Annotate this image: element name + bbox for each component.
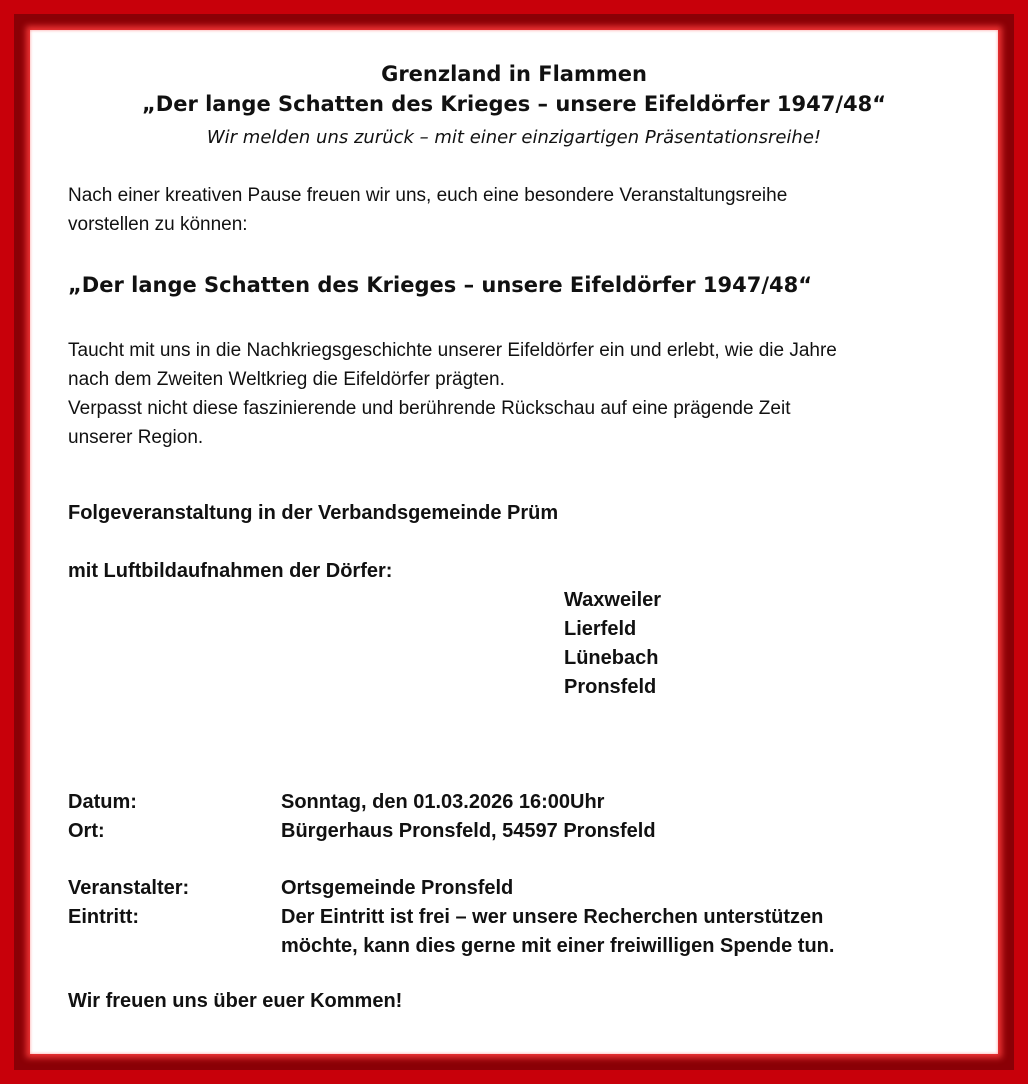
entry-label: Eintritt:: [68, 906, 140, 928]
description-line-4: unserer Region.: [68, 427, 204, 448]
village-item: Lünebach: [564, 647, 659, 669]
intro-line-2: vorstellen zu können:: [68, 214, 248, 235]
description-paragraph: [68, 336, 968, 452]
organizer-label: Veranstalter:: [68, 877, 190, 899]
entry-value-line-1: Der Eintritt ist frei – wer unsere Recherchen unterstützen: [281, 906, 824, 928]
organizer-value: Ortsgemeinde Pronsfeld: [281, 877, 514, 899]
intro-line-1: Nach einer kreativen Pause freuen wir uns, euch eine besondere Veranstaltungsreihe: [68, 185, 788, 206]
closing-line: Wir freuen uns über euer Kommen!: [68, 990, 403, 1012]
entry-value-line-2: möchte, kann dies gerne mit einer freiwilligen Spende tun.: [281, 935, 835, 957]
flyer-paper: [30, 30, 998, 1054]
date-value: Sonntag, den 01.03.2026 16:00Uhr: [281, 791, 605, 813]
followup-heading: Folgeveranstaltung in der Verbandsgemeinde Prüm: [68, 502, 559, 524]
description-line-2: nach dem Zweiten Weltkrieg die Eifeldörfer prägten.: [68, 369, 505, 390]
description-line-3: Verpasst nicht diese faszinierende und berührende Rückschau auf eine prägende Zeit: [68, 398, 791, 419]
flyer-title-series: „Der lange Schatten des Krieges – unsere Eifeldörfer 1947/48“: [141, 92, 887, 116]
description-line-1: Taucht mit uns in die Nachkriegsgeschichte unserer Eifeldörfer ein und erlebt, wie die Jahre: [68, 340, 837, 361]
flyer-subtitle: Wir melden uns zurück – mit einer einzigartigen Präsentationsreihe!: [206, 127, 822, 148]
flyer-document: [30, 30, 998, 1054]
village-list: [564, 586, 661, 702]
place-value: Bürgerhaus Pronsfeld, 54597 Pronsfeld: [281, 820, 656, 842]
date-label: Datum:: [68, 791, 137, 813]
flyer-title: Grenzland in Flammen: [381, 62, 647, 86]
village-item: Waxweiler: [564, 589, 662, 611]
series-headline: „Der lange Schatten des Krieges – unsere Eifeldörfer 1947/48“: [68, 273, 813, 297]
aerial-photos-label: mit Luftbildaufnahmen der Dörfer:: [68, 560, 393, 582]
intro-paragraph: [68, 181, 968, 239]
village-item: Pronsfeld: [564, 676, 657, 698]
village-item: Lierfeld: [564, 618, 637, 640]
place-label: Ort:: [68, 820, 105, 842]
